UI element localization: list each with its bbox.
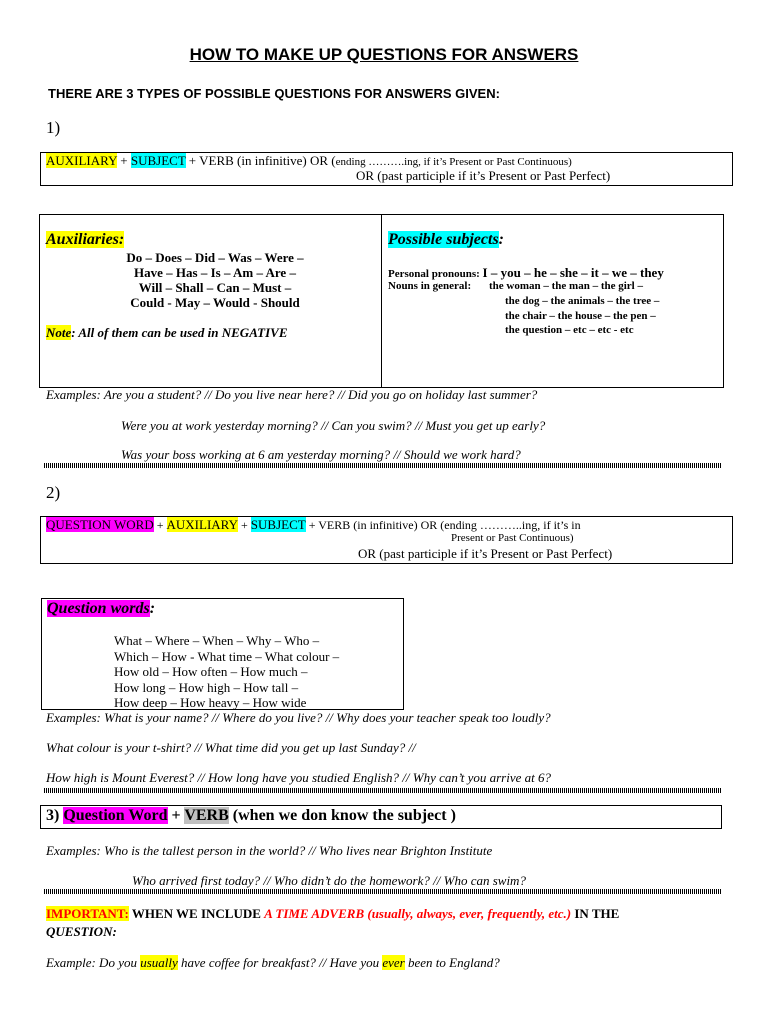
question-word-label: Question Word xyxy=(63,807,168,824)
example-line: Were you at work yesterday morning? // Can you swim? // Must you get up early? xyxy=(121,418,546,433)
verb-label: VERB xyxy=(184,807,229,824)
subject-label: SUBJECT xyxy=(250,517,306,532)
nouns-line: the dog – the animals – the tree – xyxy=(505,295,660,307)
aux-line: Will – Shall – Can – Must – xyxy=(138,280,292,295)
nouns-list xyxy=(505,294,659,338)
example-line: Who arrived first today? // Who didn’t do the homework? // Who can swim? xyxy=(132,873,526,888)
qwords-line: What – Where – When – Why – Who – xyxy=(114,633,320,648)
question-word-label: QUESTION WORD xyxy=(46,517,154,532)
auxiliaries-list xyxy=(100,250,330,310)
example-line: Examples: Who is the tallest person in the world? // Who lives near Brighton Institute xyxy=(46,843,493,858)
nouns-line: the chair – the house – the pen – xyxy=(505,309,656,322)
auxiliary-label: AUXILIARY xyxy=(166,517,239,532)
qwords-line: How long – How high – How tall – xyxy=(114,679,299,695)
important-example: Example: Do you usually have coffee for breakfast? // Have you ever been to England? xyxy=(46,955,500,970)
auxiliaries-note: Note: All of them can be used in NEGATIVE xyxy=(46,325,288,340)
section-separator xyxy=(44,889,722,894)
aux-line: Have – Has – Is – Am – Are – xyxy=(134,265,296,280)
section2-formula-line3: OR (past participle if it’s Present or Past Perfect) xyxy=(358,546,613,561)
subjects-heading: Possible subjects: xyxy=(388,231,504,248)
qwords-line: How deep – How heavy – How wide xyxy=(114,695,307,710)
section2-number: 2) xyxy=(46,483,61,502)
qwords-line: Which – How - What time – What colour – xyxy=(114,648,340,664)
table-divider xyxy=(381,214,382,388)
section1-number: 1) xyxy=(46,118,61,137)
nouns-line: the question – etc – etc - etc xyxy=(505,324,634,336)
question-words-list xyxy=(114,633,339,711)
section3-formula: 3) Question Word + VERB (when we don know the subject ) xyxy=(46,807,456,824)
nouns-label: Nouns in general: xyxy=(388,280,472,292)
example-line: Examples: Are you a student? // Do you live near here? // Did you go on holiday last summer? xyxy=(46,387,538,402)
aux-line: Do – Does – Did – Was – Were – xyxy=(126,250,304,265)
section-separator xyxy=(44,788,722,793)
qwords-line: How old – How often – How much – xyxy=(114,664,308,679)
aux-line: Could - May – Would - Should xyxy=(130,295,300,310)
important-note-line2: QUESTION: xyxy=(46,924,117,939)
section-separator xyxy=(44,463,722,468)
example-line: What colour is your t-shirt? // What time did you get up last Sunday? // xyxy=(46,740,416,755)
auxiliaries-heading: Auxiliaries: xyxy=(46,231,125,248)
section1-formula: AUXILIARY + SUBJECT + VERB (in infinitive) OR (ending ……….ing, if it’s Present or Past Continuous) xyxy=(46,153,572,168)
page-subtitle: THERE ARE 3 TYPES OF POSSIBLE QUESTIONS FOR ANSWERS GIVEN: xyxy=(48,86,500,101)
auxiliary-label: AUXILIARY xyxy=(46,153,118,168)
section2-formula: QUESTION WORD + AUXILIARY + SUBJECT + VERB (in infinitive) OR (ending ………..ing, if it’s in xyxy=(46,517,581,532)
page-title: HOW TO MAKE UP QUESTIONS FOR ANSWERS xyxy=(189,45,579,64)
subject-label: SUBJECT xyxy=(130,153,186,168)
example-line: How high is Mount Everest? // How long have you studied English? // Why can’t you arrive at 6? xyxy=(46,770,552,785)
section1-formula-line2: OR (past participle if it’s Present or Past Perfect) xyxy=(356,168,611,183)
section2-formula-line2: Present or Past Continuous) xyxy=(451,532,574,544)
important-label: IMPORTANT: xyxy=(46,906,129,921)
important-note: IMPORTANT: WHEN WE INCLUDE A TIME ADVERB (usually, always, ever, frequently, etc.) IN THE xyxy=(46,906,620,921)
nouns-line: the woman – the man – the girl – xyxy=(489,280,643,292)
example-line: Examples: What is your name? // Where do you live? // Why does your teacher speak too loudly? xyxy=(46,710,551,725)
pronouns-line: Personal pronouns: I – you – he – she – it – we – they xyxy=(388,265,664,280)
example-line: Was your boss working at 6 am yesterday morning? // Should we work hard? xyxy=(121,447,521,462)
question-words-heading: Question words: xyxy=(47,600,156,617)
